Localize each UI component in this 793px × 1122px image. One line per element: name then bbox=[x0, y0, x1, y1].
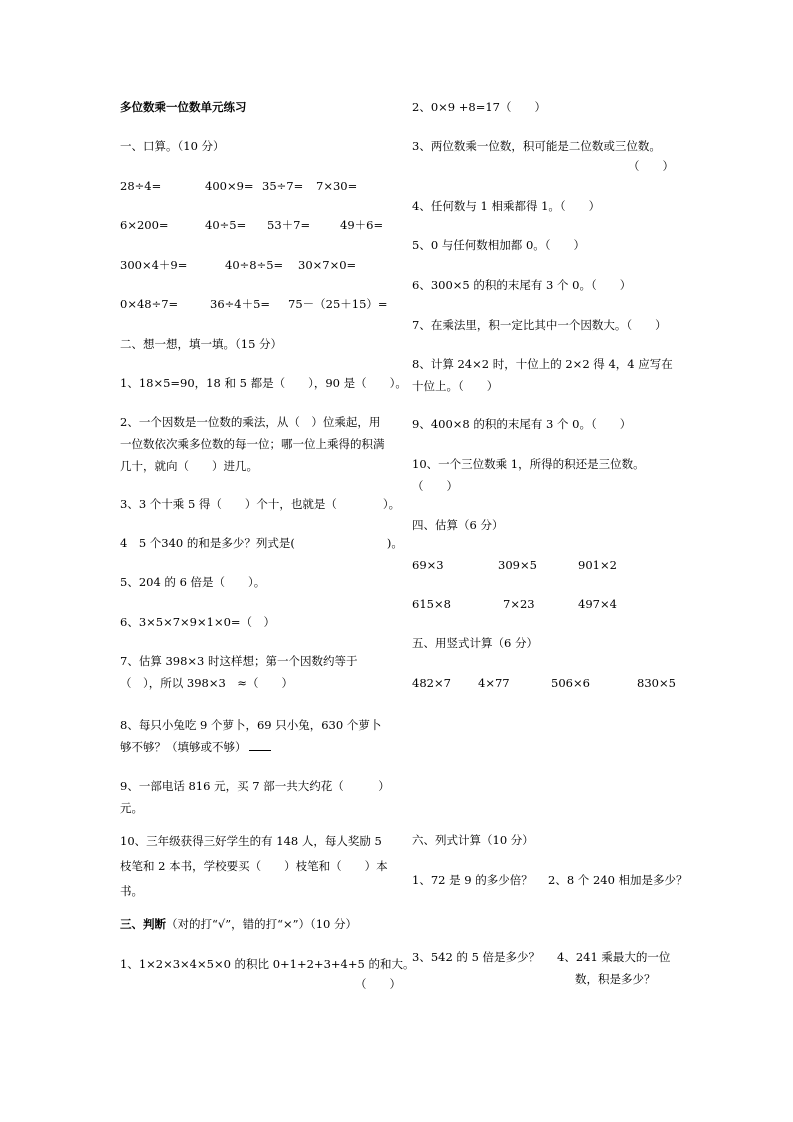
section4-heading: 四、估算（6 分） bbox=[412, 518, 504, 532]
fill-question-2: 2、一个因数是一位数的乘法，从（ ）位乘起，用一位数依次乘多位数的每一位；哪一位上乘得的积满几十，就向（ ）进几。 bbox=[120, 415, 385, 473]
estimate-item: 615×8 bbox=[412, 597, 451, 611]
oral-calc-item: 400×9= bbox=[205, 179, 254, 193]
fill-question-4: 4 5 个340 的和是多少？列式是( )。 bbox=[120, 536, 403, 550]
oral-calc-item: 49＋6= bbox=[340, 218, 384, 232]
fill-question-3: 3、3 个十乘 5 得（ ）个十，也就是（ ）。 bbox=[120, 497, 401, 511]
judge-question-4: 4、任何数与 1 相乘都得 1。（ ） bbox=[412, 199, 601, 213]
estimate-item: 69×3 bbox=[412, 558, 444, 572]
word-problem-3: 3、542 的 5 倍是多少？ bbox=[412, 950, 541, 964]
fill-question-8 bbox=[120, 714, 388, 758]
judge-question-10: 10、一个三位数乘 1，所得的积还是三位数。（ ） bbox=[412, 457, 645, 493]
judge-question-7: 7、在乘法里，积一定比其中一个因数大。（ ） bbox=[412, 318, 667, 332]
oral-calc-item: 28÷4= bbox=[120, 179, 162, 193]
oral-calc-item: 30×7×0= bbox=[298, 258, 357, 272]
judge-answer-paren: （ ） bbox=[355, 977, 401, 991]
oral-calc-item: 7×30= bbox=[316, 179, 358, 193]
oral-calc-item: 53＋7= bbox=[267, 218, 311, 232]
estimate-item: 497×4 bbox=[578, 597, 617, 611]
oral-calc-item: 75－（25＋15）= bbox=[288, 297, 388, 311]
judge-question-2: 2、0×9 +8=17（ ） bbox=[412, 100, 546, 114]
word-problem-1: 1、72 是 9 的多少倍？ bbox=[412, 873, 533, 887]
judge-question-5: 5、0 与任何数相加都 0。（ ） bbox=[412, 238, 586, 252]
fill-question-10: 10、三年级获得三好学生的有 148 人，每人奖励 5 枝笔和 2 本书，学校要买（ ）枝笔和（ ）本书。 bbox=[120, 834, 388, 898]
oral-calc-item: 300×4＋9= bbox=[120, 258, 188, 272]
section2-heading: 二、想一想，填一填。（15 分） bbox=[120, 337, 283, 351]
oral-calc-item: 36÷4＋5= bbox=[210, 297, 271, 311]
fill-question-5: 5、204 的 6 倍是（ ）。 bbox=[120, 575, 266, 589]
oral-calc-item: 40÷8÷5= bbox=[225, 258, 284, 272]
vertical-calc-item: 482×7 bbox=[412, 676, 451, 690]
oral-calc-item: 0×48÷7= bbox=[120, 297, 179, 311]
judge-question-6: 6、300×5 的积的末尾有 3 个 0。（ ） bbox=[412, 278, 632, 292]
section6-heading: 六、列式计算（10 分） bbox=[412, 833, 534, 847]
fill-question-9: 9、一部电话 816 元，买 7 部一共大约花（ ）元。 bbox=[120, 779, 384, 815]
fill-question-7: 7、估算 398×3 时这样想；第一个因数约等于（ ），所以 398×3 ≈（ ） bbox=[120, 654, 358, 690]
oral-calc-item: 40÷5= bbox=[205, 218, 247, 232]
vertical-calc-item: 4×77 bbox=[478, 676, 510, 690]
oral-calc-item: 35÷7= bbox=[262, 179, 304, 193]
section3-heading-bold: 三、判断 bbox=[120, 917, 166, 931]
estimate-item: 7×23 bbox=[503, 597, 535, 611]
section1-heading: 一、口算。（10 分） bbox=[120, 139, 225, 153]
oral-calc-item: 6×200= bbox=[120, 218, 169, 232]
word-problem-4-line1: 4、241 乘最大的一位 bbox=[557, 950, 671, 964]
judge-question-8: 8、计算 24×2 时，十位上的 2×2 得 4，4 应写在十位上。（ ） bbox=[412, 357, 673, 393]
answer-blank bbox=[249, 738, 271, 751]
section5-heading: 五、用竖式计算（6 分） bbox=[412, 636, 538, 650]
worksheet-title: 多位数乘一位数单元练习 bbox=[120, 100, 247, 114]
fill-question-8-text: 8、每只小兔吃 9 个萝卜，69 只小兔，630 个萝卜够不够？（填够或不够） bbox=[120, 718, 382, 754]
section3-heading bbox=[120, 913, 357, 935]
judge-question-3: 3、两位数乘一位数，积可能是二位数或三位数。 bbox=[412, 139, 661, 153]
judge-question-9: 9、400×8 的积的末尾有 3 个 0。（ ） bbox=[412, 417, 632, 431]
fill-question-1: 1、18×5=90，18 和 5 都是（ ），90 是（ ）。 bbox=[120, 376, 407, 390]
estimate-item: 901×2 bbox=[578, 558, 617, 572]
fill-question-6: 6、3×5×7×9×1×0=（ ） bbox=[120, 615, 276, 629]
word-problem-2: 2、8 个 240 相加是多少？ bbox=[548, 873, 688, 887]
vertical-calc-item: 506×6 bbox=[551, 676, 590, 690]
judge-question-1: 1、1×2×3×4×5×0 的积比 0+1+2+3+4+5 的和大。 bbox=[120, 957, 415, 971]
estimate-item: 309×5 bbox=[498, 558, 537, 572]
section3-heading-rest: （对的打“√”，错的打“×”）（10 分） bbox=[166, 917, 358, 931]
judge-answer-paren: （ ） bbox=[628, 159, 674, 173]
vertical-calc-item: 830×5 bbox=[637, 676, 676, 690]
word-problem-4-line2: 数，积是多少？ bbox=[575, 972, 656, 986]
